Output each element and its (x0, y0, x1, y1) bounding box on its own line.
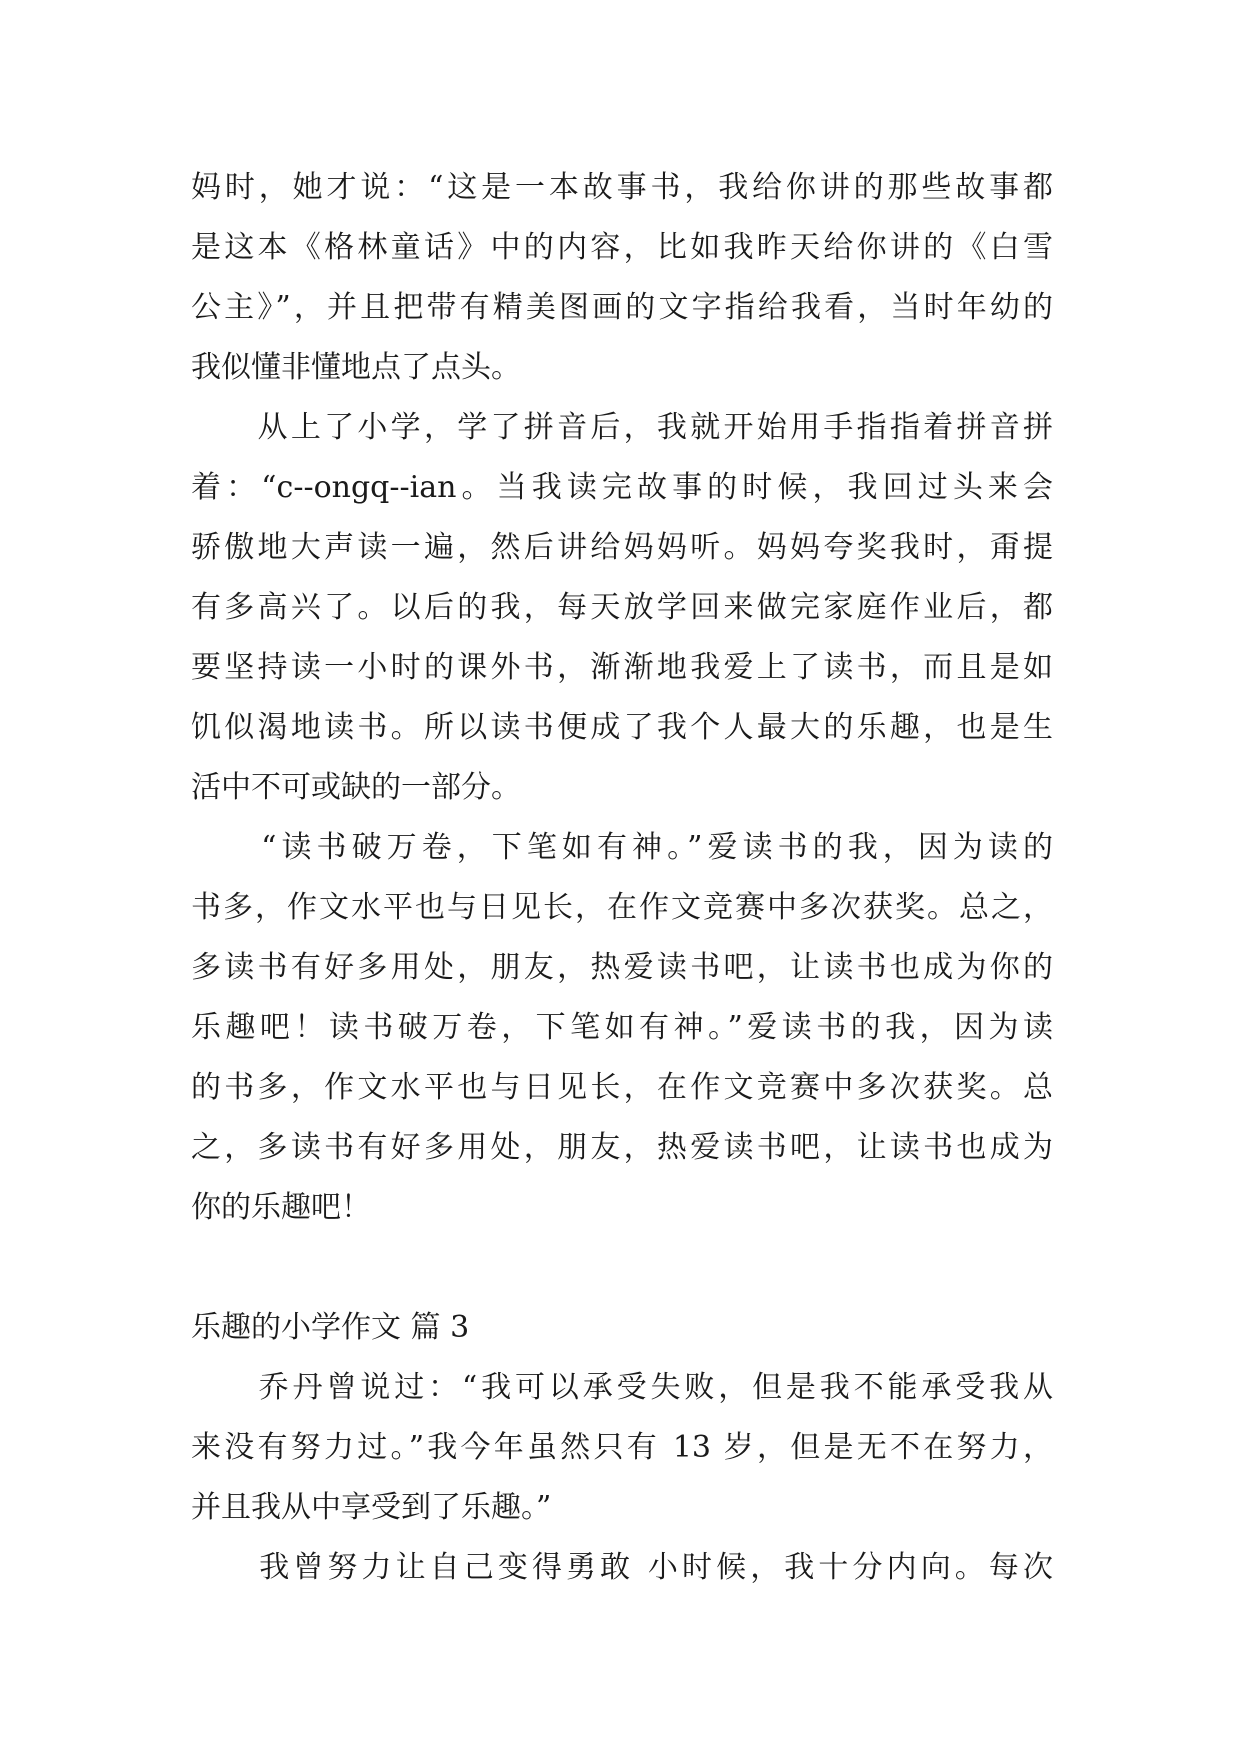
text-line: 活中不可或缺的一部分。 (191, 770, 521, 805)
text-line: 我曾努力让自己变得勇敢 小时候，我十分内向。每次 (191, 1550, 1053, 1585)
text-line: 是这本《格林童话》中的内容，比如我昨天给你讲的《白雪 (191, 230, 1053, 265)
text-line: 要坚持读一小时的课外书，渐渐地我爱上了读书，而且是如 (191, 650, 1053, 685)
document-page (191, 158, 1053, 1598)
paragraph-3 (191, 818, 1053, 1238)
text-line: 你的乐趣吧！ (191, 1190, 371, 1225)
text-line: 书多，作文水平也与日见长，在作文竞赛中多次获奖。总之， (191, 890, 1053, 925)
text-line: “读书破万卷，下笔如有神。”爱读书的我，因为读的 (191, 830, 1053, 865)
paragraph-5 (191, 1538, 1053, 1598)
text-line: 着：“c--ongq--ian。当我读完故事的时候，我回过头来会 (191, 470, 1053, 505)
text-line: 来没有努力过。”我今年虽然只有 13 岁，但是无不在努力， (191, 1430, 1053, 1465)
text-line: 公主》”，并且把带有精美图画的文字指给我看，当时年幼的 (191, 290, 1053, 325)
text-line: 饥似渴地读书。所以读书便成了我个人最大的乐趣，也是生 (191, 710, 1053, 745)
text-line: 从上了小学，学了拼音后，我就开始用手指指着拼音拼 (191, 410, 1053, 445)
text-line: 有多高兴了。以后的我，每天放学回来做完家庭作业后，都 (191, 590, 1053, 625)
paragraph-4 (191, 1358, 1053, 1538)
text-line: 乐趣吧！读书破万卷，下笔如有神。”爱读书的我，因为读 (191, 1010, 1053, 1045)
text-line: 我似懂非懂地点了点头。 (191, 350, 521, 385)
text-line: 之，多读书有好多用处，朋友，热爱读书吧，让读书也成为 (191, 1130, 1053, 1165)
paragraph-2 (191, 398, 1053, 818)
text-line: 骄傲地大声读一遍，然后讲给妈妈听。妈妈夸奖我时，甭提 (191, 530, 1053, 565)
text-line: 乔丹曾说过：“我可以承受失败，但是我不能承受我从 (191, 1370, 1053, 1405)
text-line: 的书多，作文水平也与日见长，在作文竞赛中多次获奖。总 (191, 1070, 1053, 1105)
paragraph-1 (191, 158, 1053, 398)
text-line: 妈时，她才说：“这是一本故事书，我给你讲的那些故事都 (191, 170, 1053, 205)
text-line: 多读书有好多用处，朋友，热爱读书吧，让读书也成为你的 (191, 950, 1053, 985)
section-heading: 乐趣的小学作文 篇 3 (191, 1310, 470, 1345)
text-line: 并且我从中享受到了乐趣。” (191, 1490, 552, 1525)
